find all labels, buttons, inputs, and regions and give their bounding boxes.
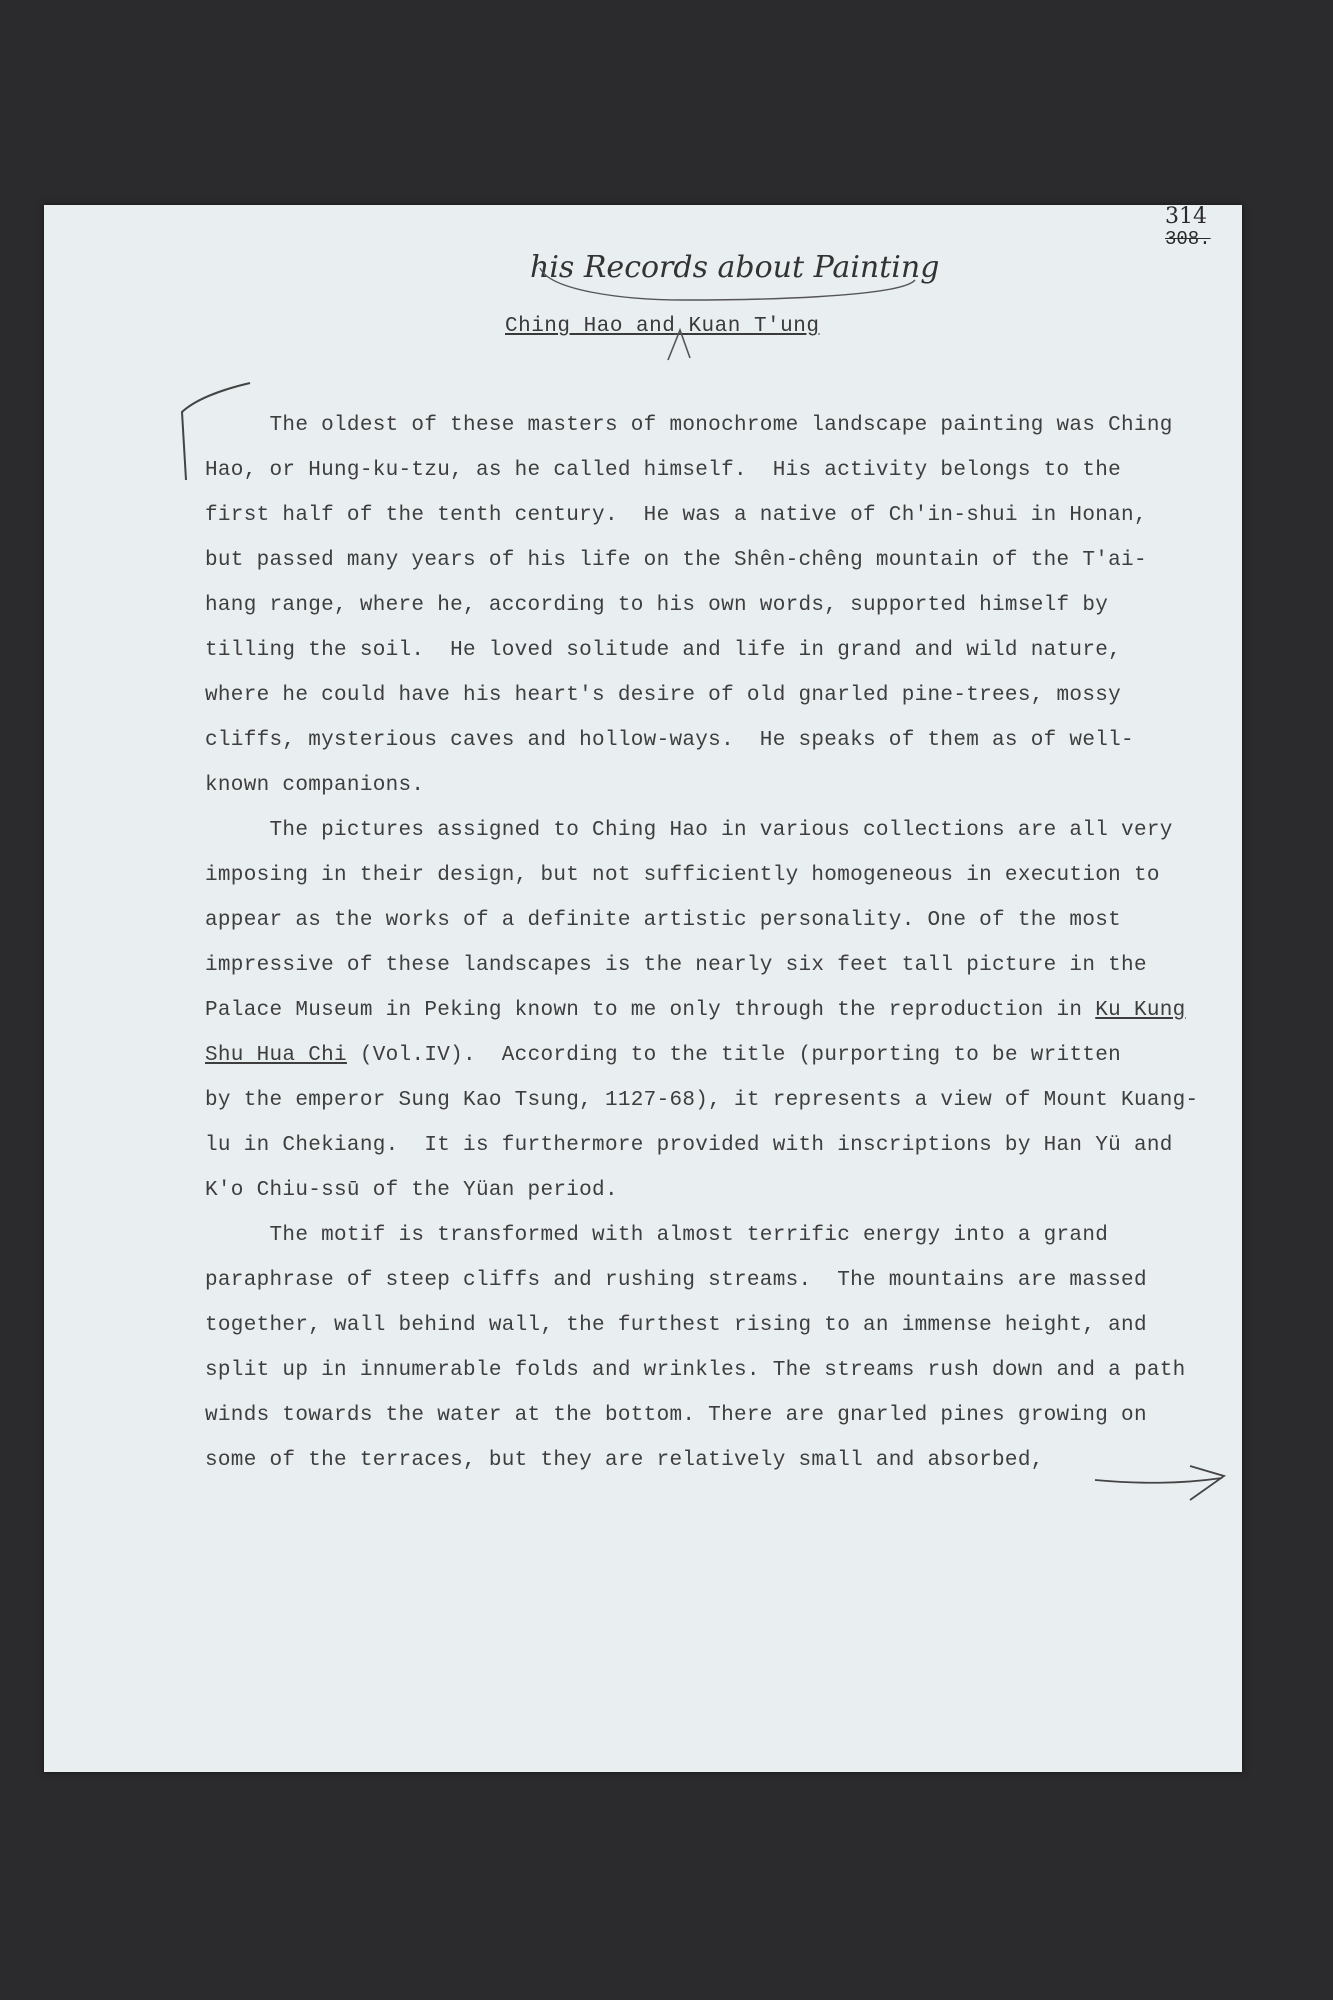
- text-line: lu in Chekiang. It is furthermore provided with inscriptions by Han Yü and: [205, 1134, 1173, 1157]
- text-line: by the emperor Sung Kao Tsung, 1127-68), it represents a view of Mount Kuang-: [205, 1089, 1199, 1112]
- text-line: impressive of these landscapes is the nearly six feet tall picture in the: [205, 954, 1147, 977]
- text-segment: (Vol.IV). According to the title (purporting to be written: [346, 1044, 1122, 1067]
- text-line: known companions.: [205, 774, 425, 797]
- text-line: tilling the soil. He loved solitude and life in grand and wild nature,: [205, 639, 1122, 662]
- text-line: The pictures assigned to Ching Hao in various collections are all very: [205, 819, 1173, 842]
- page-number-struck: 308.: [1165, 228, 1211, 250]
- paragraph-1: [205, 403, 1235, 808]
- page-number-current: 314: [1165, 204, 1207, 229]
- text-line: The motif is transformed with almost terrific energy into a grand: [205, 1224, 1109, 1247]
- body-text: [205, 403, 1235, 1483]
- text-line: but passed many years of his life on the Shên-chêng mountain of the T'ai-: [205, 549, 1147, 572]
- chapter-title-part1: Ching Hao and: [505, 315, 676, 338]
- paragraph-2: [205, 808, 1235, 1213]
- text-line: [205, 1033, 1235, 1078]
- text-line: together, wall behind wall, the furthest rising to an immense height, and: [205, 1314, 1147, 1337]
- reference-title-part2: Shu Hua Chi: [205, 1044, 347, 1067]
- text-line: where he could have his heart's desire of old gnarled pine-trees, mossy: [205, 684, 1122, 707]
- paragraph-3: [205, 1213, 1235, 1483]
- text-line: cliffs, mysterious caves and hollow-ways. He speaks of them as of well-: [205, 729, 1134, 752]
- text-line: some of the terraces, but they are relatively small and absorbed,: [205, 1449, 1044, 1472]
- text-line: paraphrase of steep cliffs and rushing streams. The mountains are massed: [205, 1269, 1147, 1292]
- text-line: [205, 988, 1235, 1033]
- text-line: imposing in their design, but not sufficiently homogeneous in execution to: [205, 864, 1160, 887]
- handwritten-title: his Records about Painting: [530, 250, 940, 285]
- text-line: K'o Chiu-ssū of the Yüan period.: [205, 1179, 618, 1202]
- text-line: The oldest of these masters of monochrome landscape painting was Ching: [205, 414, 1173, 437]
- text-line: first half of the tenth century. He was a native of Ch'in-shui in Honan,: [205, 504, 1147, 527]
- text-line: Hao, or Hung-ku-tzu, as he called himself. His activity belongs to the: [205, 459, 1122, 482]
- text-line: hang range, where he, according to his own words, supported himself by: [205, 594, 1109, 617]
- chapter-title: [505, 315, 819, 338]
- reference-title-part1: Ku Kung: [1095, 999, 1186, 1022]
- text-line: split up in innumerable folds and wrinkles. The streams rush down and a path: [205, 1359, 1186, 1382]
- page-number: [1165, 206, 1211, 250]
- chapter-title-part2: Kuan T'ung: [688, 315, 820, 338]
- text-line: appear as the works of a definite artistic personality. One of the most: [205, 909, 1122, 932]
- text-line: winds towards the water at the bottom. There are gnarled pines growing on: [205, 1404, 1147, 1427]
- text-segment: Palace Museum in Peking known to me only through the reproduction in: [205, 999, 1096, 1022]
